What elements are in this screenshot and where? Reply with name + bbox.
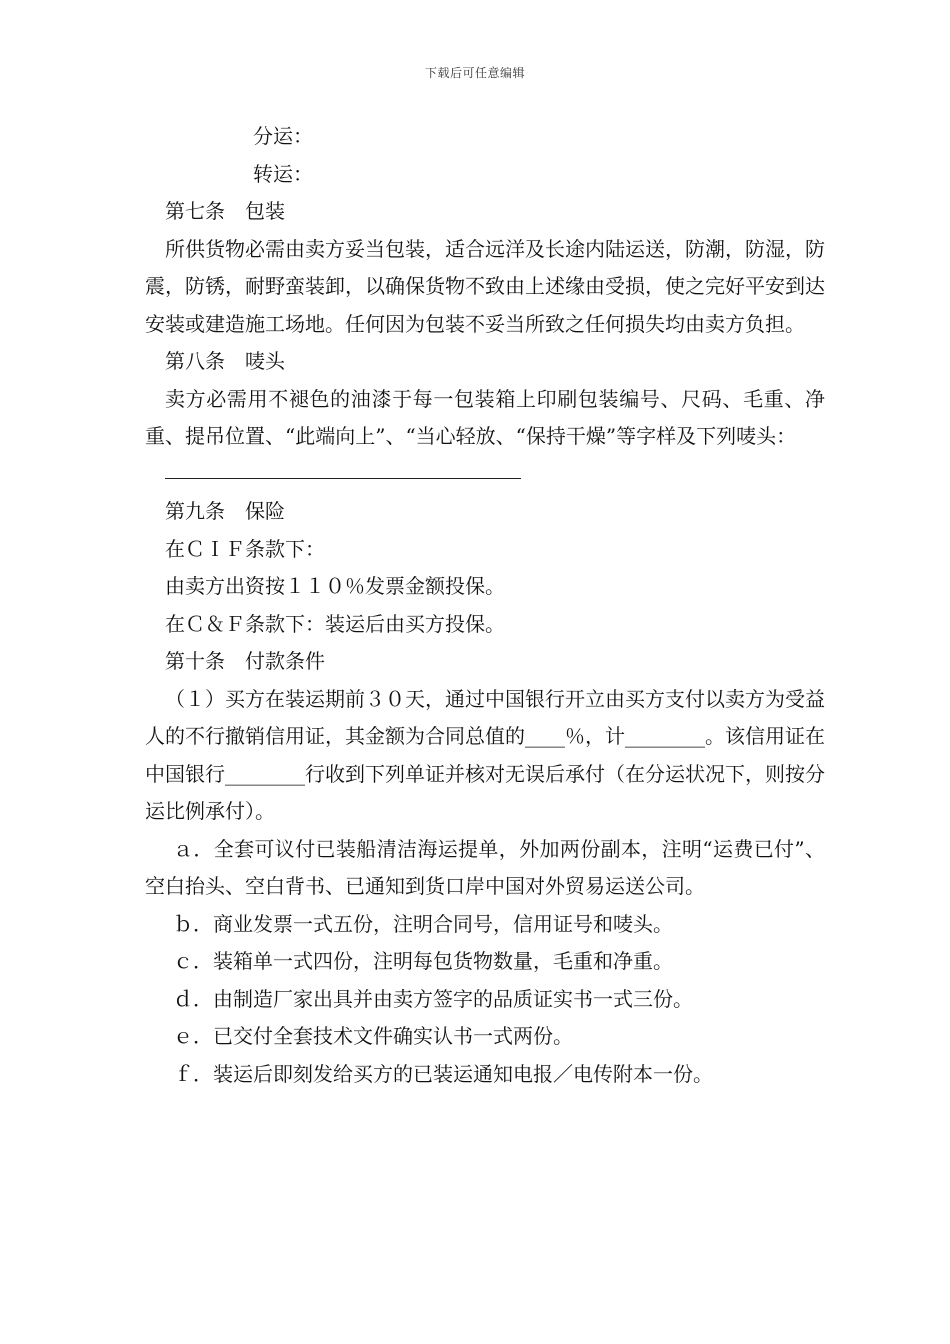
blank-underline bbox=[165, 478, 521, 479]
document-item-d: ｄ．由制造厂家出具并由卖方签字的品质证实书一式三份。 bbox=[173, 986, 693, 1011]
article-10-heading bbox=[145, 643, 825, 681]
transshipment-label: 转运： bbox=[253, 161, 313, 186]
article-8-title: 唛头 bbox=[245, 349, 285, 373]
article-8-heading bbox=[145, 343, 825, 381]
shipping-mark-blank bbox=[145, 456, 825, 494]
article-9-cif: 在ＣＩＦ条款下： bbox=[165, 536, 325, 561]
article-8-body: 卖方必需用不褪色的油漆于每一包装箱上印刷包装编号、尺码、毛重、净重、提吊位置、“此端向上”、“当心轻放、“保持干燥”等字样及下列唛头： bbox=[145, 386, 825, 448]
article-9-cif-detail: 由卖方出资按１１０％发票金额投保。 bbox=[165, 574, 505, 598]
document-item-f: ｆ．装运后即刻发给买方的已装运通知电报／电传附本一份。 bbox=[173, 1061, 713, 1086]
article-8-number: 第八条 bbox=[165, 349, 225, 373]
article-7-title: 包装 bbox=[245, 199, 285, 223]
article-9-number: 第九条 bbox=[165, 499, 225, 523]
article-9-heading bbox=[145, 493, 825, 531]
document-item-b: ｂ．商业发票一式五份，注明合同号，信用证号和唛头。 bbox=[173, 911, 673, 936]
article-10-paragraph-1: （１）买方在装运期前３０天，通过中国银行开立由买方支付以卖方为受益人的不行撤销信用证，其金额为合同总值的____％，计________。该信用证在中国银行________行收到下列单证并核对无误后承付（在分运状况下，则按分运比例承付）。 bbox=[145, 686, 825, 823]
page-header: 下载后可任意编辑 bbox=[424, 66, 525, 80]
article-7-body: 所供货物必需由卖方妥当包装，适合远洋及长途内陆运送，防潮，防湿，防震，防锈，耐野蛮装卸，以确保货物不致由上述缘由受损，使之完好平安到达安装或建造施工场地。任何因为包装不妥当所致之任何损失均由卖方负担。 bbox=[145, 236, 825, 336]
article-9-cf: 在Ｃ＆Ｆ条款下：装运后由买方投保。 bbox=[165, 611, 505, 636]
document-item-a: ａ．全套可议付已装船清洁海运提单，外加两份副本，注明“运费已付”、空白抬头、空白背书、已通知到货口岸中国对外贸易运送公司。 bbox=[145, 836, 825, 898]
article-7-heading bbox=[145, 193, 825, 231]
article-10-number: 第十条 bbox=[165, 649, 225, 673]
article-10-title: 付款条件 bbox=[245, 649, 325, 673]
document-item-c: ｃ．装箱单一式四份，注明每包货物数量，毛重和净重。 bbox=[173, 949, 673, 973]
document-body bbox=[145, 118, 825, 1093]
article-7-number: 第七条 bbox=[165, 199, 225, 223]
article-9-title: 保险 bbox=[245, 499, 285, 523]
document-item-e: ｅ．已交付全套技术文件确实认书一式两份。 bbox=[173, 1024, 573, 1048]
partial-shipment-label: 分运： bbox=[253, 124, 313, 148]
